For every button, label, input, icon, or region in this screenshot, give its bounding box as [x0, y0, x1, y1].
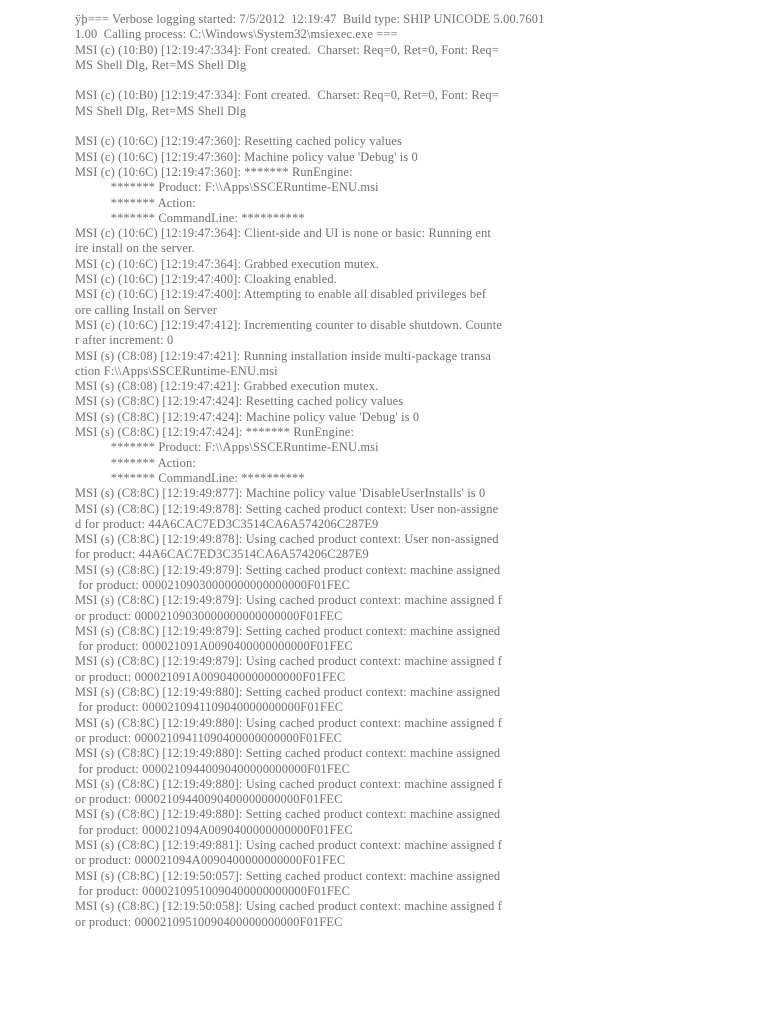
log-line: MSI (s) (C8:8C) [12:19:49:880]: Using cached product context: machine assigned f: [75, 776, 503, 791]
log-line: MSI (c) (10:6C) [12:19:47:360]: Resetting cached policy values: [75, 134, 402, 149]
log-line: MSI (s) (C8:8C) [12:19:47:424]: Machine policy value 'Debug' is 0: [75, 409, 420, 424]
log-line: MSI (s) (C8:8C) [12:19:49:877]: Machine policy value 'DisableUserInstalls' is 0: [75, 486, 486, 501]
log-line: MSI (c) (10:6C) [12:19:47:364]: Client-side and UI is none or basic: Running ent: [75, 226, 492, 241]
log-line: for product: 000021091A0090400000000000F01FEC: [75, 639, 353, 654]
log-line: MSI (s) (C8:8C) [12:19:50:057]: Setting cached product context: machine assigned: [75, 868, 501, 883]
log-line: 1.00 Calling process: C:\Windows\System32\msiexec.exe ===: [75, 27, 398, 42]
log-line: or product: 00002109440090400000000000F01FEC: [75, 792, 343, 807]
log-line: for product: 000021094A0090400000000000F01FEC: [75, 822, 353, 837]
log-line: for product: 00002109440090400000000000F01FEC: [75, 761, 351, 776]
log-line: MSI (s) (C8:8C) [12:19:49:880]: Setting cached product context: machine assigned: [75, 685, 501, 700]
log-line: MSI (s) (C8:08) [12:19:47:421]: Grabbed execution mutex.: [75, 379, 379, 394]
log-line: or product: 000021091A0090400000000000F01FEC: [75, 669, 346, 684]
log-line: MSI (s) (C8:8C) [12:19:49:879]: Using cached product context: machine assigned f: [75, 654, 503, 669]
log-line: MSI (s) (C8:8C) [12:19:50:058]: Using cached product context: machine assigned f: [75, 899, 503, 914]
log-line: ******* Product: F:\\Apps\SSCERuntime-ENU.msi: [75, 180, 379, 195]
log-line: MSI (c) (10:B0) [12:19:47:334]: Font created. Charset: Req=0, Ret=0, Font: Req=: [75, 88, 499, 103]
log-line: d for product: 44A6CAC7ED3C3514CA6A574206C287E9: [75, 516, 379, 531]
log-line: MSI (s) (C8:8C) [12:19:49:879]: Using cached product context: machine assigned f: [75, 593, 503, 608]
log-line: MSI (s) (C8:8C) [12:19:49:879]: Setting cached product context: machine assigned: [75, 623, 501, 638]
log-line: for product: 00002109510090400000000000F01FEC: [75, 883, 351, 898]
log-line: MSI (c) (10:6C) [12:19:47:412]: Incrementing counter to disable shutdown. Counte: [75, 317, 503, 332]
log-line: MSI (s) (C8:8C) [12:19:47:424]: Resetting cached policy values: [75, 394, 404, 409]
log-line: ction F:\\Apps\SSCERuntime-ENU.msi: [75, 363, 278, 378]
log-line: MSI (s) (C8:8C) [12:19:49:880]: Setting cached product context: machine assigned: [75, 746, 501, 761]
log-line: MSI (s) (C8:8C) [12:19:49:880]: Setting cached product context: machine assigned: [75, 807, 501, 822]
log-line: MSI (s) (C8:8C) [12:19:47:424]: ******* RunEngine:: [75, 425, 355, 440]
log-line: ******* Action:: [75, 195, 200, 210]
log-line: for product: 00002109030000000000000000F01FEC: [75, 577, 351, 592]
log-line: MSI (s) (C8:8C) [12:19:49:880]: Using cached product context: machine assigned f: [75, 715, 503, 730]
log-line: or product: 00002109411090400000000000F01FEC: [75, 730, 343, 745]
log-line: MSI (c) (10:6C) [12:19:47:400]: Cloaking enabled.: [75, 272, 338, 287]
log-line: for product: 44A6CAC7ED3C3514CA6A574206C287E9: [75, 547, 369, 562]
log-line: for product: 0000210941109040000000000F01FEC: [75, 700, 344, 715]
log-line: MSI (s) (C8:8C) [12:19:49:881]: Using cached product context: machine assigned f: [75, 838, 503, 853]
log-line: or product: 00002109030000000000000000F01FEC: [75, 608, 343, 623]
log-line: MS Shell Dlg, Ret=MS Shell Dlg: [75, 57, 247, 72]
log-line: [75, 119, 685, 134]
log-document: [75, 12, 685, 930]
log-line: ore calling Install on Server: [75, 302, 217, 317]
log-line: MSI (c) (10:6C) [12:19:47:400]: Attempting to enable all disabled privileges bef: [75, 287, 487, 302]
log-line: MS Shell Dlg, Ret=MS Shell Dlg: [75, 103, 247, 118]
log-line: ire install on the server.: [75, 241, 195, 256]
log-line: MSI (s) (C8:8C) [12:19:49:878]: Setting cached product context: User non-assigne: [75, 501, 499, 516]
log-line: ******* Action:: [75, 455, 200, 470]
log-line: ******* CommandLine: **********: [75, 210, 305, 225]
log-line: r after increment: 0: [75, 333, 174, 348]
log-line: ÿþ=== Verbose logging started: 7/5/2012 12:19:47 Build type: SHIP UNICODE 5.00.7601: [75, 12, 545, 26]
log-line: ******* Product: F:\\Apps\SSCERuntime-ENU.msi: [75, 440, 379, 455]
log-line: MSI (c) (10:6C) [12:19:47:360]: Machine policy value 'Debug' is 0: [75, 149, 418, 164]
log-line: MSI (c) (10:B0) [12:19:47:334]: Font created. Charset: Req=0, Ret=0, Font: Req=: [75, 42, 499, 57]
log-line: [75, 73, 685, 88]
log-line: MSI (s) (C8:8C) [12:19:49:879]: Setting cached product context: machine assigned: [75, 562, 501, 577]
log-line: or product: 00002109510090400000000000F01FEC: [75, 914, 343, 929]
log-line: ******* CommandLine: **********: [75, 470, 305, 485]
log-line: MSI (c) (10:6C) [12:19:47:364]: Grabbed execution mutex.: [75, 256, 379, 271]
log-line: MSI (s) (C8:08) [12:19:47:421]: Running installation inside multi-package transa: [75, 348, 492, 363]
log-line: MSI (s) (C8:8C) [12:19:49:878]: Using cached product context: User non-assigned: [75, 532, 503, 547]
log-line: or product: 000021094A0090400000000000F01FEC: [75, 853, 346, 868]
log-line: MSI (c) (10:6C) [12:19:47:360]: ******* RunEngine:: [75, 164, 353, 179]
